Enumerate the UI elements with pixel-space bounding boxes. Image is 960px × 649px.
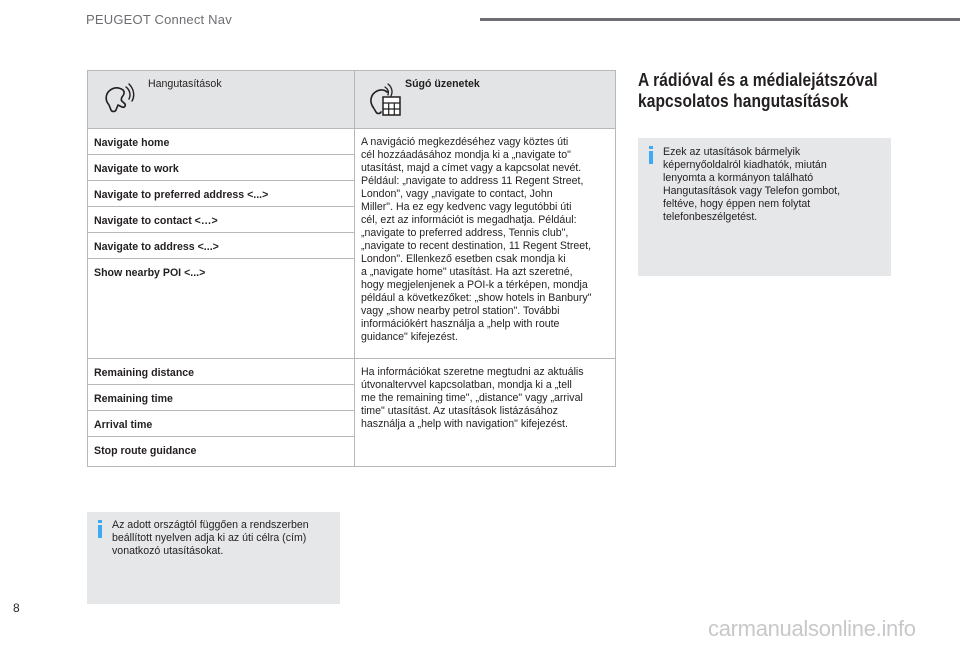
watermark: carmanualsonline.info: [708, 616, 916, 641]
header-rule: [480, 18, 960, 21]
note-line: vonatkozó utasításokat.: [112, 545, 224, 557]
help-line: utasítást, majd a címet vagy a kapcsolat nevét.: [361, 162, 582, 174]
help-column-label: Súgó üzenetek: [405, 78, 480, 90]
commands-column-label: Hangutasítások: [148, 78, 222, 90]
help-line: vagy „show nearby petrol station". További: [361, 305, 560, 317]
help-line: time" utasítást. Az utasítások listázásához: [361, 405, 558, 417]
command-navigate-to-address: Navigate to address <...>: [88, 233, 355, 259]
command-remaining-time: Remaining time: [88, 385, 355, 411]
route-info-help-text: [355, 359, 616, 467]
note-line: telefonbeszélgetést.: [663, 211, 758, 223]
command-show-nearby-poi: Show nearby POI <...>: [88, 259, 355, 359]
help-line: például a következőket: „show hotels in Banbury": [361, 292, 592, 304]
steering-button-note: [638, 138, 891, 276]
voice-help-icon: [368, 83, 402, 117]
command-navigate-to-contact: Navigate to contact <…>: [88, 207, 355, 233]
note-line: beállított nyelven adja ki az úti célra (cím): [112, 532, 307, 544]
info-icon: [96, 520, 105, 538]
country-language-note: [87, 512, 340, 604]
help-line: Ha információkat szeretne megtudni az aktuális: [361, 366, 584, 378]
command-stop-route-guidance: Stop route guidance: [88, 437, 355, 467]
help-line: információkért használja a „help with route: [361, 318, 560, 330]
command-remaining-distance: Remaining distance: [88, 359, 355, 385]
help-line: hogy megjelenjenek a POI-k a térképen, mondja: [361, 279, 588, 291]
help-line: cél hozzáadásához mondja ki a „navigate to": [361, 149, 571, 161]
table-row: [88, 359, 616, 385]
help-line: me the remaining time", „distance" vagy „arrival: [361, 392, 583, 404]
voice-command-icon: [101, 83, 135, 117]
note-line: feltéve, hogy éppen nem folytat: [663, 198, 811, 210]
note-line: Hangutasítások vagy Telefon gombot,: [663, 185, 841, 197]
help-line: a „navigate home" utasítást. Ha azt szeretné,: [361, 266, 573, 278]
command-navigate-home: Navigate home: [88, 129, 355, 155]
section-title: [638, 69, 882, 111]
voice-commands-table: [87, 70, 616, 467]
page-number: 8: [13, 601, 20, 615]
document-header-title: PEUGEOT Connect Nav: [86, 12, 232, 27]
info-icon: [647, 146, 656, 164]
help-line: guidance" kifejezést.: [361, 331, 458, 343]
note-line: képernyőoldalról kiadhatók, miután: [663, 159, 827, 171]
note-line: lenyomta a kormányon található: [663, 172, 814, 184]
help-line: London", vagy „navigate to contact, John: [361, 188, 553, 200]
command-navigate-preferred-address: Navigate to preferred address <...>: [88, 181, 355, 207]
navigation-help-text: [355, 129, 616, 359]
help-line: „navigate to preferred address, Tennis club",: [361, 227, 569, 239]
section-title-line: A rádióval és a médialejátszóval: [638, 69, 878, 90]
help-line: London". Ellenkező esetben csak mondja ki: [361, 253, 566, 265]
table-row: [88, 129, 616, 155]
help-line: Például: „navigate to address 11 Regent Street,: [361, 175, 584, 187]
table-header-row: [88, 71, 616, 129]
section-title-line: kapcsolatos hangutasítások: [638, 90, 849, 111]
help-line: útvonaltervvel kapcsolatban, mondja ki a „tell: [361, 379, 572, 391]
help-line: Miller". Ha ez egy kedvenc vagy legutóbbi úti: [361, 201, 572, 213]
command-navigate-to-work: Navigate to work: [88, 155, 355, 181]
command-arrival-time: Arrival time: [88, 411, 355, 437]
help-line: „navigate to recent destination, 11 Regent Street,: [361, 240, 592, 252]
help-line: A navigáció megkezdéséhez vagy köztes úti: [361, 136, 569, 148]
help-line: használja a „help with navigation" kifejezést.: [361, 418, 568, 430]
table-header-help: [355, 71, 616, 129]
note-line: Ezek az utasítások bármelyik: [663, 146, 801, 158]
table-header-commands: [88, 71, 355, 129]
note-line: Az adott országtól függően a rendszerben: [112, 519, 309, 531]
help-line: cél, ezt az információt is megadhatja. Például:: [361, 214, 577, 226]
